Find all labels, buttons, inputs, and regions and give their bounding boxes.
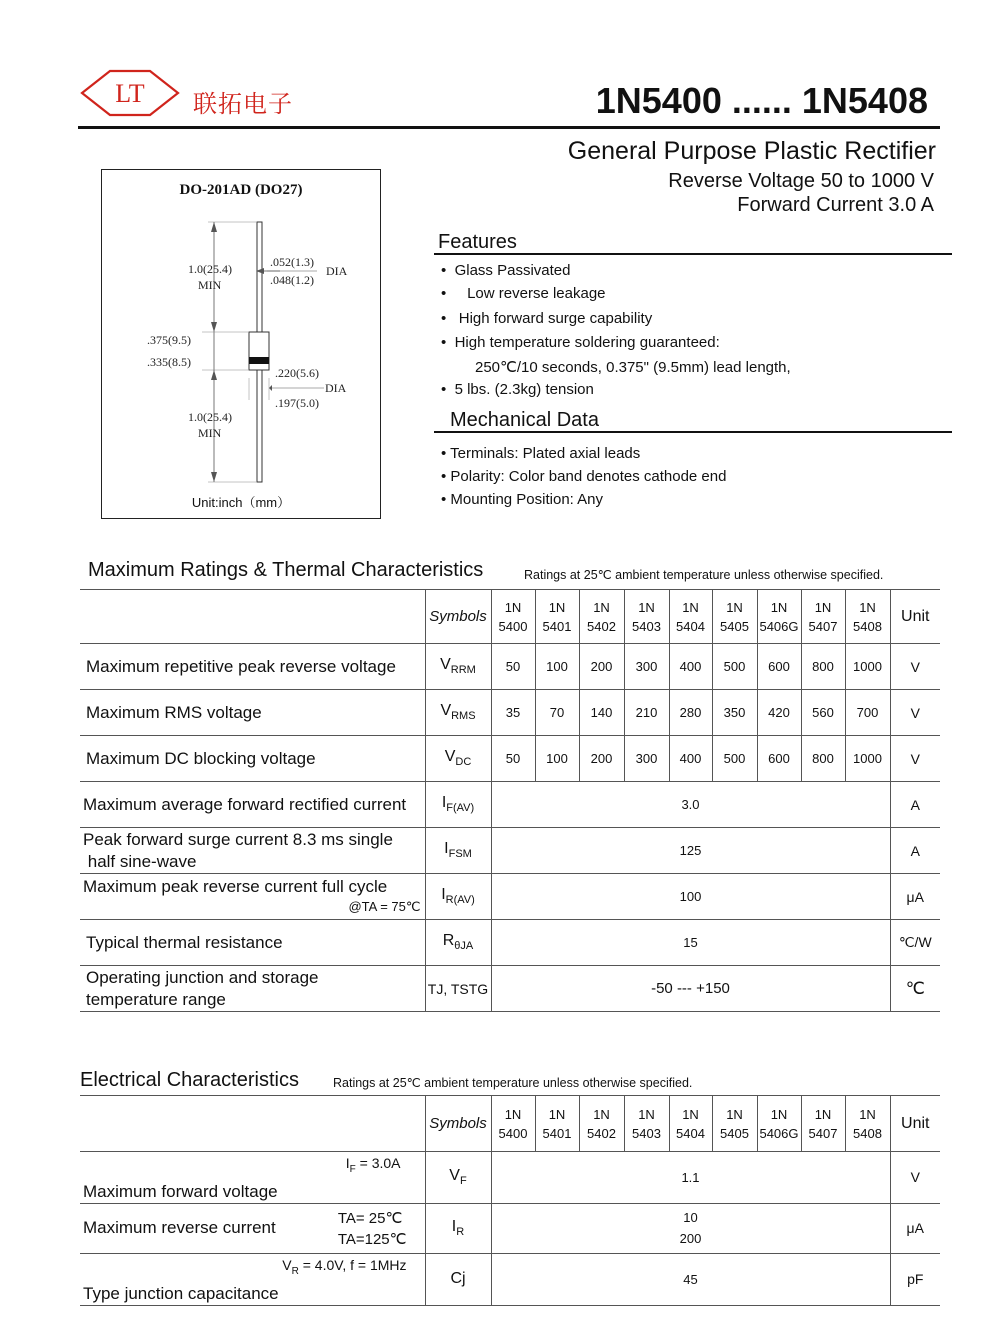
value-cell: 300	[624, 644, 669, 690]
unit-note: Unit:inch（mm）	[191, 495, 291, 510]
param-label: Maximum peak reverse current full cycle @TA = 75℃	[80, 874, 425, 920]
unit-cell: ℃/W	[890, 920, 940, 966]
lead-dia-label: DIA	[326, 264, 348, 278]
electrical-note: Ratings at 25℃ ambient temperature unless otherwise specified.	[333, 1076, 693, 1090]
unit-header: Unit	[890, 590, 940, 644]
feature-item: • Glass Passivated	[441, 262, 571, 279]
logo-text: LT	[115, 79, 145, 108]
value-cell: 35	[491, 690, 535, 736]
lead-dia-min: .048(1.2)	[270, 273, 314, 287]
symbol-cell: TJ, TSTG	[425, 966, 491, 1012]
value-cell: 1000	[845, 736, 890, 782]
condition-label: $I_F = 3.0A$	[345, 1155, 401, 1175]
mechanical-rule	[434, 431, 952, 433]
value-cell: 1000	[845, 644, 890, 690]
part-header-5400: 1N 5400	[491, 1096, 535, 1152]
company-logo	[80, 68, 180, 118]
value-cell: 500	[712, 644, 757, 690]
body-dia-label: DIA	[325, 381, 347, 395]
unit-cell: V	[890, 644, 940, 690]
merged-value-cell: -50 --- +150	[491, 966, 890, 1012]
forward-current-spec: Forward Current 3.0 A	[737, 194, 934, 216]
part-header-5401: 1N 5401	[535, 1096, 579, 1152]
unit-cell: A	[890, 782, 940, 828]
value-cell: 140	[579, 690, 624, 736]
part-number-range: 1N5400 ...... 1N5408	[595, 80, 928, 121]
value-cell: 350	[712, 690, 757, 736]
merged-value-cell: 15	[491, 920, 890, 966]
mechanical-item: • Polarity: Color band denotes cathode end	[441, 468, 727, 485]
package-title: DO-201AD (DO27)	[179, 182, 303, 198]
unit-header: Unit	[890, 1096, 940, 1152]
part-header-5406g: 1N 5406G	[757, 1096, 801, 1152]
feature-item-continued: 250℃/10 seconds, 0.375" (9.5mm) lead length,	[475, 359, 791, 376]
part-header-5406g: 1N 5406G	[757, 590, 801, 644]
features-rule	[434, 253, 952, 255]
part-header-5400: 1N 5400	[491, 590, 535, 644]
value-cell: 800	[801, 644, 845, 690]
unit-cell: V	[890, 690, 940, 736]
feature-item: • Low reverse leakage	[441, 285, 606, 302]
package-drawing	[101, 169, 381, 519]
feature-item: • High forward surge capability	[441, 310, 653, 327]
feature-item: • 5 lbs. (2.3kg) tension	[441, 381, 594, 398]
part-header-5403: 1N 5403	[624, 590, 669, 644]
condition-label: TA= 25℃ TA=125℃	[337, 1209, 407, 1248]
package-outline-diagram	[102, 170, 382, 520]
part-header-5401: 1N 5401	[535, 590, 579, 644]
value-cell: 200	[579, 736, 624, 782]
ratings-title: Maximum Ratings & Thermal Characteristics	[88, 559, 484, 581]
param-header-cell	[80, 1096, 425, 1152]
product-subtitle: General Purpose Plastic Rectifier	[567, 137, 936, 165]
param-label: Peak forward surge current 8.3 ms single half sine-wave	[80, 828, 425, 874]
value-cell: 700	[845, 690, 890, 736]
value-cell: 600	[757, 644, 801, 690]
param-label: Maximum DC blocking voltage	[80, 736, 425, 782]
ratings-header-row	[80, 590, 940, 644]
body-length-max: .375(9.5)	[147, 333, 191, 347]
param-label: Maximum repetitive peak reverse voltage	[80, 644, 425, 690]
reverse-voltage-spec: Reverse Voltage 50 to 1000 V	[668, 170, 934, 192]
part-header-5405: 1N 5405	[712, 590, 757, 644]
lead-dia-max: .052(1.3)	[270, 255, 314, 269]
body-dia-max: .220(5.6)	[275, 366, 319, 380]
lead-length-bottom-min: MIN	[198, 426, 222, 440]
part-header-5403: 1N 5403	[624, 1096, 669, 1152]
table-row	[80, 874, 940, 920]
value-cell: 560	[801, 690, 845, 736]
unit-cell: μA	[890, 1203, 940, 1253]
value-cell: 400	[669, 644, 712, 690]
param-header-cell	[80, 590, 425, 644]
header-rule	[78, 126, 940, 129]
part-header-5402: 1N 5402	[579, 1096, 624, 1152]
body-length-min: .335(8.5)	[147, 355, 191, 369]
symbols-header: Symbols	[425, 1096, 491, 1152]
param-label: Maximum reverse current TA= 25℃ TA=125℃	[80, 1203, 425, 1253]
value-cell: 210	[624, 690, 669, 736]
value-cell: 50	[491, 644, 535, 690]
value-cell: 50	[491, 736, 535, 782]
symbol-cell: $I_{R(AV)}$	[425, 874, 491, 920]
symbol-cell: $I_{FSM}$	[425, 828, 491, 874]
condition-label: $V_R = 4.0V$, f = 1MHz	[282, 1256, 407, 1277]
merged-value-cell: 3.0	[491, 782, 890, 828]
value-cell: 300	[624, 736, 669, 782]
value-cell: 600	[757, 736, 801, 782]
value-cell: 200	[579, 644, 624, 690]
table-row	[80, 1152, 940, 1204]
table-row	[80, 920, 940, 966]
value-cell: 280	[669, 690, 712, 736]
symbol-cell: $I_R$	[425, 1203, 491, 1253]
param-label: Typical thermal resistance	[80, 920, 425, 966]
value-cell: 420	[757, 690, 801, 736]
unit-cell: ℃	[890, 966, 940, 1012]
part-header-5402: 1N 5402	[579, 590, 624, 644]
param-label: $V_R = 4.0V$, f = 1MHz Type junction capacitance	[80, 1253, 425, 1305]
unit-cell: A	[890, 828, 940, 874]
value-cell: 400	[669, 736, 712, 782]
body-dia-min: .197(5.0)	[275, 396, 319, 410]
unit-cell: μA	[890, 874, 940, 920]
unit-cell: pF	[890, 1253, 940, 1305]
param-label: $I_F = 3.0A$ Maximum forward voltage	[80, 1152, 425, 1204]
param-label: Operating junction and storage temperature range	[80, 966, 425, 1012]
feature-item: • High temperature soldering guaranteed:	[441, 334, 720, 351]
part-header-5405: 1N 5405	[712, 1096, 757, 1152]
merged-value-cell: 125	[491, 828, 890, 874]
merged-value-cell: 45	[491, 1253, 890, 1305]
table-row	[80, 966, 940, 1012]
part-header-5407: 1N 5407	[801, 1096, 845, 1152]
lead-length-top-min: MIN	[198, 278, 222, 292]
value-cell: 100	[535, 644, 579, 690]
ratings-note: Ratings at 25℃ ambient temperature unless otherwise specified.	[524, 568, 884, 582]
symbol-cell: $V_{DC}$	[425, 736, 491, 782]
table-row	[80, 736, 940, 782]
symbol-cell: Cj	[425, 1253, 491, 1305]
value-cell: 70	[535, 690, 579, 736]
unit-cell: V	[890, 736, 940, 782]
table-row	[80, 644, 940, 690]
value-cell: 500	[712, 736, 757, 782]
mechanical-item: • Mounting Position: Any	[441, 491, 604, 508]
unit-cell: V	[890, 1152, 940, 1204]
symbol-cell: $I_{F(AV)}$	[425, 782, 491, 828]
part-header-5408: 1N 5408	[845, 1096, 890, 1152]
part-header-5404: 1N 5404	[669, 1096, 712, 1152]
lead-length-bottom: 1.0(25.4)	[188, 410, 232, 424]
param-label: Maximum RMS voltage	[80, 690, 425, 736]
merged-value-cell: 10 200	[491, 1203, 890, 1253]
condition-label: @TA = 75℃	[348, 898, 421, 914]
electrical-title: Electrical Characteristics	[80, 1069, 299, 1091]
table-row	[80, 828, 940, 874]
table-row	[80, 1203, 940, 1253]
symbol-cell: $V_{RMS}$	[425, 690, 491, 736]
symbol-cell: $V_F$	[425, 1152, 491, 1204]
value-cell: 800	[801, 736, 845, 782]
mechanical-item: • Terminals: Plated axial leads	[441, 445, 641, 462]
electrical-header-row	[80, 1096, 940, 1152]
lead-length-top: 1.0(25.4)	[188, 262, 232, 276]
symbol-cell: $R_{\theta JA}$	[425, 920, 491, 966]
mechanical-title: Mechanical Data	[450, 409, 599, 431]
part-header-5404: 1N 5404	[669, 590, 712, 644]
electrical-table	[80, 1095, 940, 1306]
value-cell: 100	[535, 736, 579, 782]
company-name: 联拓电子	[193, 90, 293, 118]
part-header-5408: 1N 5408	[845, 590, 890, 644]
merged-value-cell: 100	[491, 874, 890, 920]
param-label: Maximum average forward rectified current	[80, 782, 425, 828]
table-row	[80, 1253, 940, 1305]
merged-value-cell: 1.1	[491, 1152, 890, 1204]
part-header-5407: 1N 5407	[801, 590, 845, 644]
ratings-table	[80, 589, 940, 1012]
table-row	[80, 690, 940, 736]
features-title: Features	[438, 231, 517, 253]
symbol-cell: $V_{RRM}$	[425, 644, 491, 690]
table-row	[80, 782, 940, 828]
symbols-header: Symbols	[425, 590, 491, 644]
